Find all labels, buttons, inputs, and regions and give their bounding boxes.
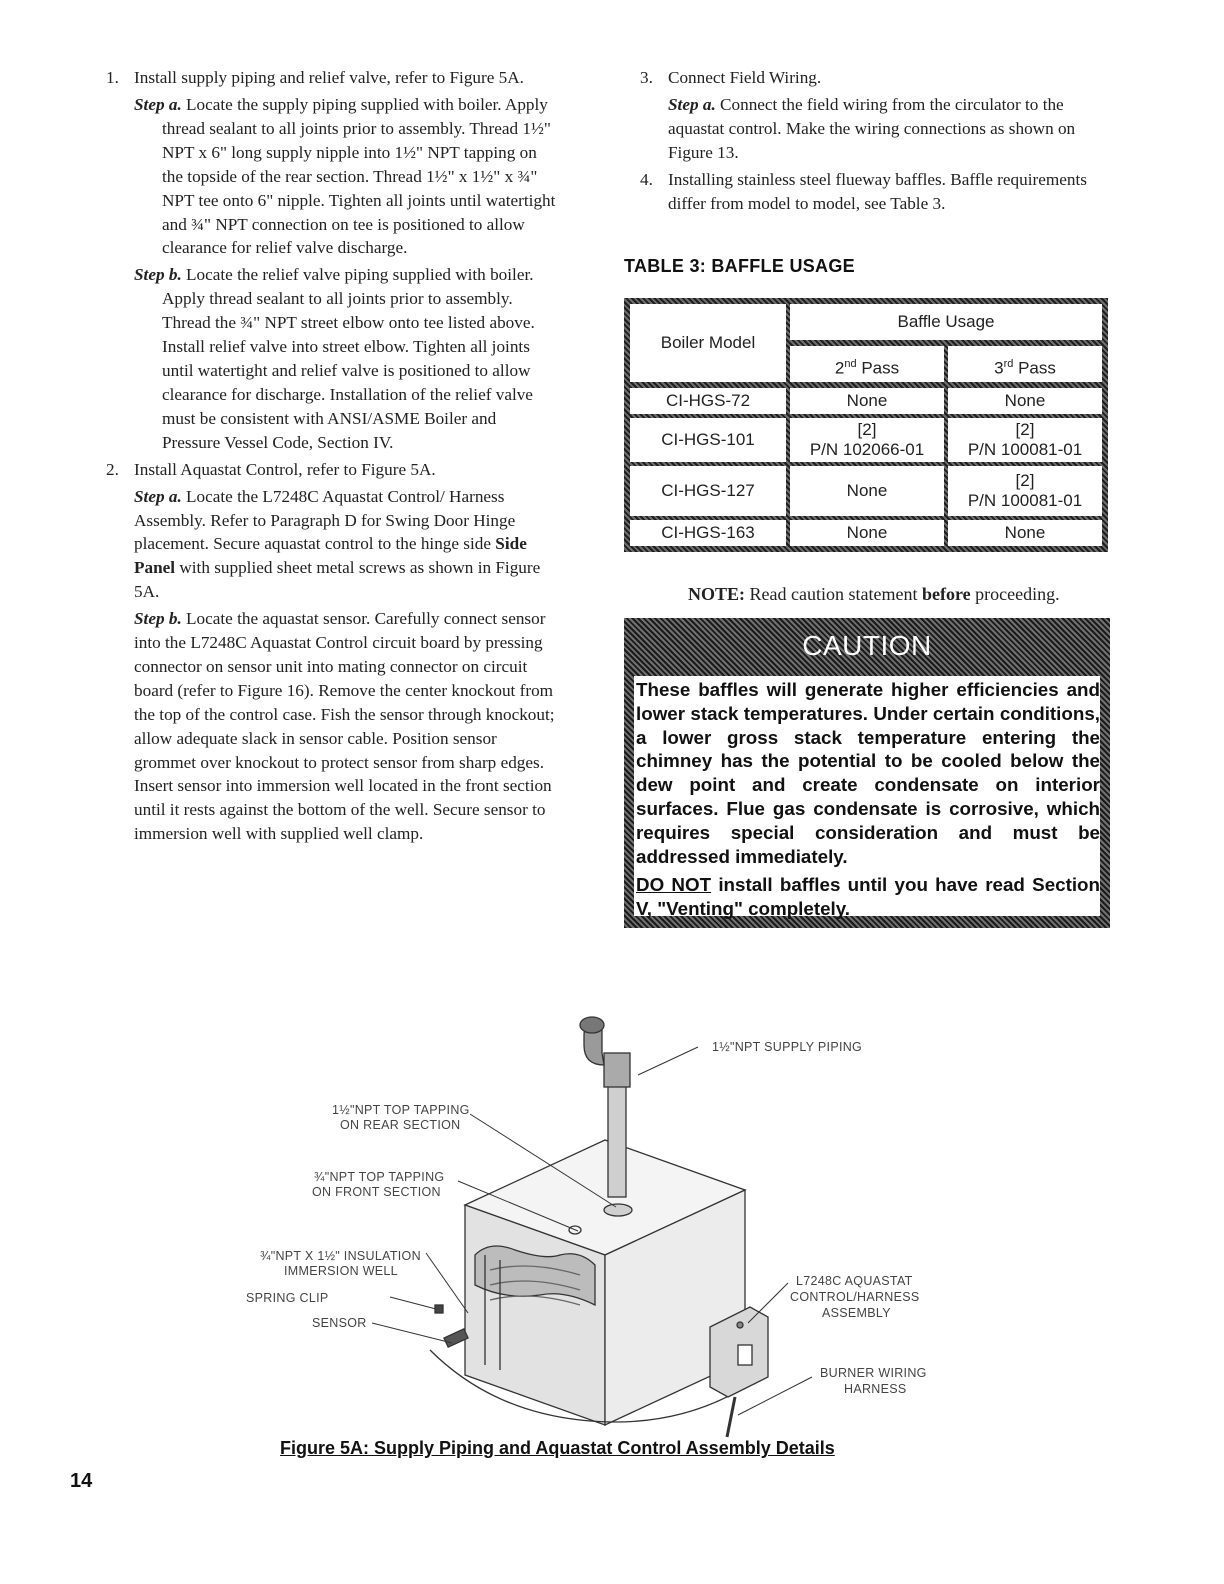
header-text: Baffle Usage — [897, 312, 995, 331]
figure-caption: Figure 5A: Supply Piping and Aquastat Control Assembly Details — [280, 1438, 835, 1458]
table-cell: None — [948, 520, 1102, 546]
step-label: Step b. — [134, 265, 182, 285]
leader-line — [372, 1323, 452, 1343]
step-label: Step a. — [668, 95, 716, 114]
label-aquastat-1: L7248C AQUASTAT — [796, 1274, 913, 1288]
table-title: TABLE 3: BAFFLE USAGE — [624, 256, 855, 276]
part-qty: [2] — [1015, 471, 1035, 490]
list-item-4 — [640, 168, 1102, 216]
knockout — [737, 1322, 743, 1328]
part-qty: [2] — [857, 420, 877, 439]
table-cell: None — [790, 520, 944, 546]
caution-paragraph: These baffles will generate higher efficiencies and lower stack temperatures. Under certain conditions, a lower gross stack temperature entering the chimney has the potential to be cooled below the dew point and create condensate on interior surfaces. Flue gas condensate is corrosive, which requires special consideration and must be addressed immediately. — [636, 679, 1100, 867]
table-cell: CI-HGS-163 — [630, 520, 786, 546]
list-item-2 — [106, 458, 558, 482]
table-cell: None — [790, 388, 944, 414]
header-text: 3 — [994, 358, 1004, 378]
note-text: proceeding. — [970, 584, 1060, 604]
step-text: Locate the aquastat sensor. Carefully connect sensor into the L7248C Aquastat Control circuit board by pressing connector on sensor unit into mating connector on circuit board (refer to Figure 16). Remove the center knockout from the top of the control case. Fish the sensor through knockout; allow adequate slack in sensor cable. Position sensor grommet over knockout to protect sensor from sharp edges. Insert sensor into immersion well located in the front section until it rests against the bottom of the well. Secure sensor to immersion well with supplied well clamp. — [134, 609, 555, 844]
step-2b — [134, 607, 558, 846]
relief-valve — [580, 1017, 604, 1033]
label-aquastat-2: CONTROL/HARNESS — [790, 1290, 920, 1304]
list-item-text: Installing stainless steel flueway baffles. Baffle requirements differ from model to model, see Table 3. — [668, 169, 1087, 213]
table-cell: CI-HGS-127 — [630, 466, 786, 516]
table-cell: None — [948, 388, 1102, 414]
right-column — [640, 66, 1102, 216]
table-cell: CI-HGS-101 — [630, 418, 786, 462]
list-number: 4. — [640, 169, 653, 189]
step-1b — [134, 263, 558, 454]
label-front-tapping-1: ¾"NPT TOP TAPPING — [314, 1170, 445, 1184]
list-item-1 — [106, 66, 558, 90]
step-bold-text: Side Panel — [134, 534, 527, 578]
list-item-3 — [640, 66, 1102, 90]
boiler-drawing — [465, 1140, 745, 1425]
step-3a — [668, 93, 1102, 165]
left-column — [106, 66, 558, 846]
label-burner-1: BURNER WIRING — [820, 1366, 927, 1380]
step-text: Locate the relief valve piping supplied with boiler. Apply thread sealant to all joints prior to assembly. Thread the ¾" NPT street elbow onto tee listed above. Install relief valve into street elbow. Tighten all joints until watertight and relief valve is positioned to allow clearance for discharge. Installation of the relief valve must be consistent with ANSI/ASME Boiler and Pressure Vessel Code, Section IV. — [162, 265, 535, 452]
nipple — [608, 1085, 626, 1197]
page-number: 14 — [70, 1470, 93, 1492]
table-cell — [790, 418, 944, 462]
list-number: 2. — [106, 459, 119, 479]
burner-harness — [727, 1397, 735, 1437]
label-front-tapping-2: ON FRONT SECTION — [312, 1185, 441, 1199]
part-number: P/N 100081-01 — [967, 491, 1083, 510]
table-cell — [948, 418, 1102, 462]
note-bold: before — [921, 584, 971, 604]
caution-text — [636, 678, 1100, 921]
leader-line — [390, 1297, 436, 1309]
step-text: with supplied sheet metal screws as shown in Figure 5A. — [134, 558, 541, 602]
baffle-usage-table — [624, 298, 1108, 552]
label-supply-piping: 1½"NPT SUPPLY PIPING — [712, 1040, 863, 1054]
header-sup: nd — [844, 358, 857, 370]
step-text: Connect the field wiring from the circulator to the aquastat control. Make the wiring connections as shown on Figure 13. — [668, 95, 1076, 162]
step-label: Step a. — [134, 95, 182, 114]
header-text: 2 — [834, 358, 845, 378]
list-number: 3. — [640, 68, 653, 87]
spring-clip — [435, 1305, 443, 1313]
list-item-text: Install Aquastat Control, refer to Figure 5A. — [134, 459, 436, 479]
do-not-text: DO NOT — [636, 874, 712, 896]
note — [688, 584, 1060, 605]
note-text: Read caution statement — [745, 584, 922, 604]
step-label: Step a. — [134, 486, 182, 506]
step-label: Step b. — [134, 609, 182, 629]
leader-line — [638, 1047, 698, 1075]
warning-text: install baffles until you have read Section V, "Venting" completely. — [636, 874, 1100, 920]
aquastat-control — [710, 1307, 768, 1437]
rear-tapping — [604, 1204, 632, 1216]
table-header-usage — [790, 304, 1102, 340]
part-number: P/N 100081-01 — [967, 440, 1083, 459]
header-text: Pass — [856, 358, 900, 378]
table-header-pass3 — [948, 346, 1102, 382]
step-1a — [134, 93, 558, 260]
list-item-text: Install supply piping and relief valve, refer to Figure 5A. — [134, 68, 524, 87]
header-text: Boiler Model — [660, 333, 756, 352]
caution-title: CAUTION — [802, 630, 932, 661]
label-rear-tapping-1: 1½"NPT TOP TAPPING — [332, 1103, 470, 1117]
header-sup: rd — [1003, 358, 1014, 370]
label-spring-clip: SPRING CLIP — [246, 1291, 329, 1305]
control-window — [738, 1345, 752, 1365]
label-immersion-1: ¾"NPT X 1½" INSULATION — [260, 1249, 421, 1263]
tee — [604, 1053, 630, 1087]
table-header-pass2 — [790, 346, 944, 382]
list-item-text: Connect Field Wiring. — [668, 68, 822, 87]
table-header-model — [630, 304, 786, 382]
list-number: 1. — [106, 68, 119, 87]
table-cell: CI-HGS-72 — [630, 388, 786, 414]
step-text: Locate the supply piping supplied with boiler. Apply thread sealant to all joints prior to assembly. Thread 1½" NPT x 6" long supply nipple into 1½" NPT tapping on the topside of the rear section. Thread 1½" x 1½" x ¾" NPT tee onto 6" nipple. Tighten all joints until watertight and ¾" NPT connection on tee is positioned to allow clearance for relief valve discharge. — [162, 95, 556, 258]
label-immersion-2: IMMERSION WELL — [284, 1264, 398, 1278]
header-text: Pass — [1013, 358, 1056, 378]
step-text: Locate the L7248C Aquastat Control/ Harness Assembly. Refer to Paragraph D for Swing Door Hinge placement. Secure aquastat control to the hinge side — [134, 486, 516, 554]
label-sensor: SENSOR — [312, 1316, 367, 1330]
note-label: NOTE: — [688, 584, 746, 604]
part-number: P/N 102066-01 — [809, 440, 925, 459]
label-burner-2: HARNESS — [844, 1382, 907, 1396]
label-aquastat-3: ASSEMBLY — [822, 1306, 891, 1320]
part-qty: [2] — [1015, 420, 1035, 439]
label-rear-tapping-2: ON REAR SECTION — [340, 1118, 461, 1132]
table-cell — [948, 466, 1102, 516]
leader-line — [426, 1253, 468, 1313]
table-cell: None — [790, 466, 944, 516]
supply-piping-figure — [240, 1005, 1000, 1440]
step-2a — [134, 485, 558, 605]
caution-warning — [636, 873, 1100, 921]
